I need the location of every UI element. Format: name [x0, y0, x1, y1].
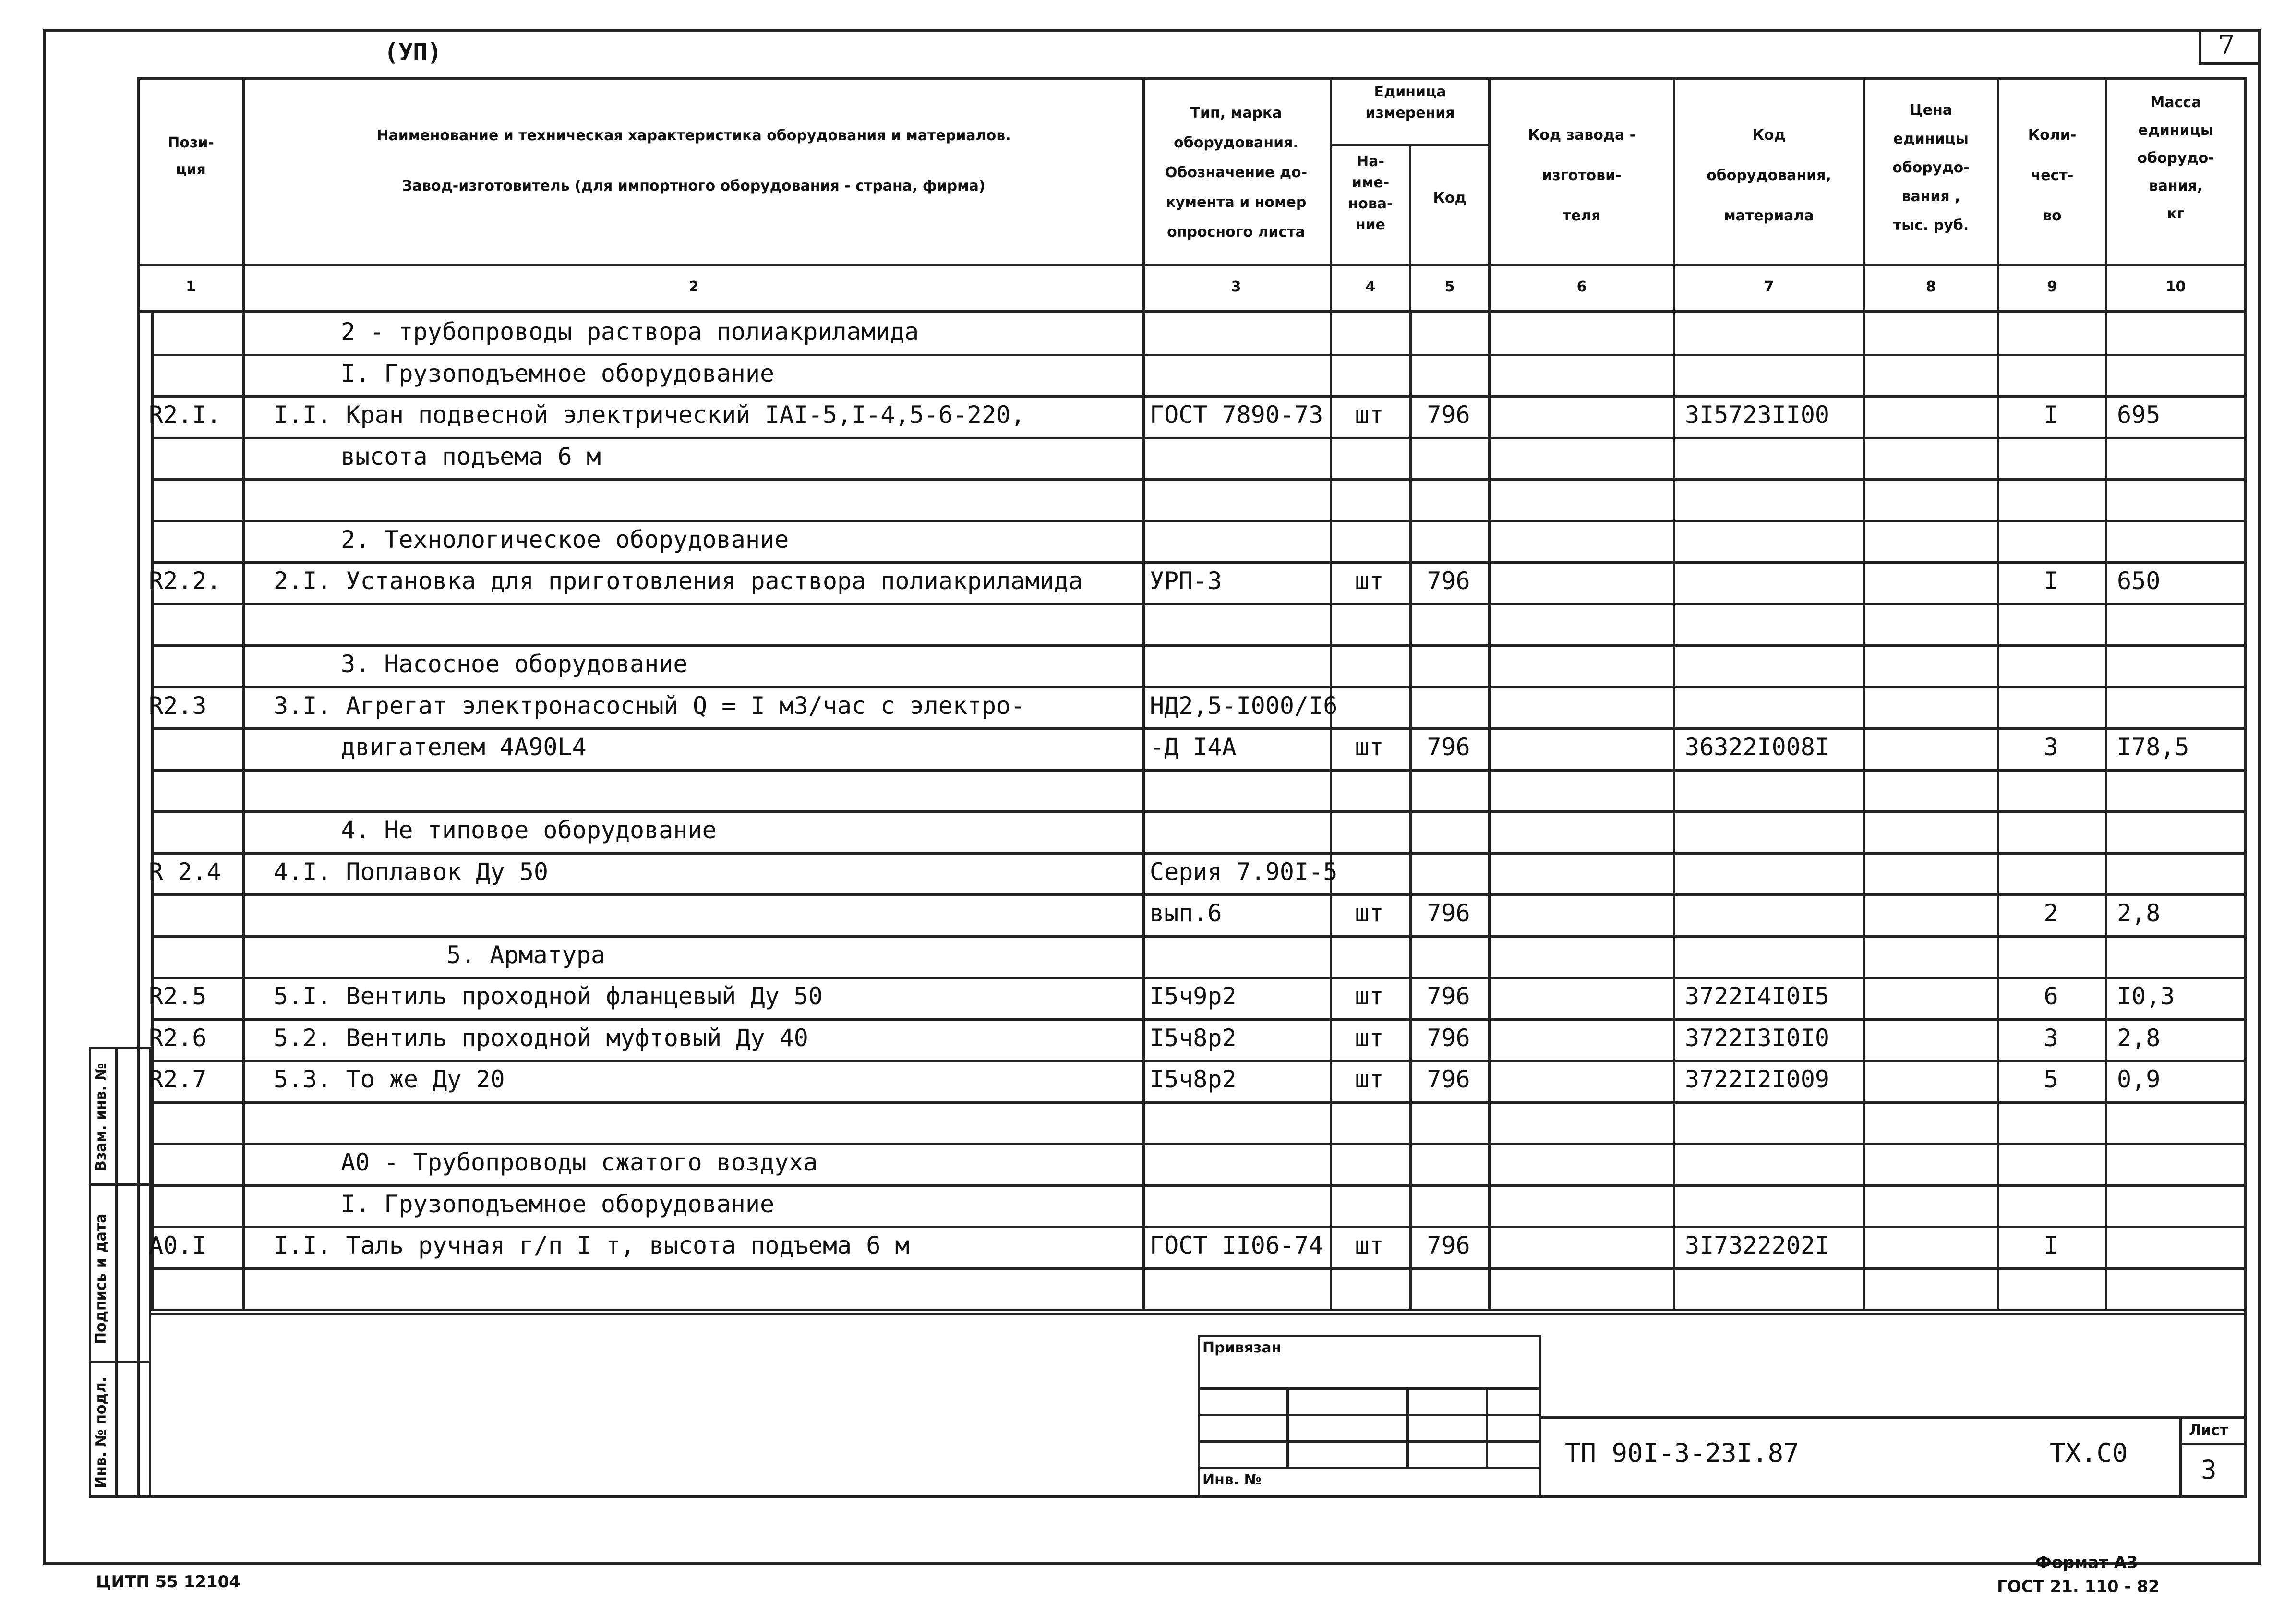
table-cell-name: 3.I. Агрегат электронасосный Q = I м3/час с электро-: [274, 691, 1025, 720]
table-cell-qty: 6: [2044, 982, 2058, 1010]
title-rule: [1198, 1467, 1541, 1469]
table-cell-pos: R2.7: [149, 1065, 207, 1093]
header-type: Тип, марка оборудования. Обозначение до- кумента и номер опросного листа: [1165, 105, 1308, 241]
header-unit-name: На- име- нова- ние: [1348, 153, 1393, 233]
table-cell-equip: 36322I008I: [1685, 733, 1830, 761]
table-cell-name: А0 - Трубопроводы сжатого воздуха: [341, 1148, 818, 1176]
table-cell-qty: 2: [2044, 899, 2058, 927]
row-rule: [151, 1309, 2247, 1311]
table-cell-type: вып.6: [1150, 899, 1222, 927]
table-cell-pos: R2.5: [149, 982, 207, 1010]
row-rule: [151, 561, 2247, 564]
table-cell-type: I5ч9р2: [1150, 982, 1237, 1010]
table-cell-mass: 650: [2117, 567, 2161, 595]
top-label: (УП): [384, 38, 442, 66]
title-rule: [1198, 1387, 1541, 1390]
title-col: [1486, 1387, 1488, 1467]
table-cell-name: I.I. Таль ручная г/п I т, высота подъема 6 м: [274, 1231, 910, 1259]
table-cell-pos: R2.3: [149, 691, 207, 720]
row-rule: [151, 603, 2247, 605]
table-cell-mass: I0,3: [2117, 982, 2175, 1010]
row-rule: [151, 520, 2247, 522]
row-rule: [151, 1143, 2247, 1145]
doc-number: ТП 90I-3-23I.87: [1565, 1438, 1799, 1468]
title-col: [1286, 1387, 1289, 1467]
table-cell-type: ГОСТ 7890-73: [1150, 401, 1323, 429]
colnum-10: 10: [2165, 278, 2186, 295]
table-cell-name: 2 - трубопроводы раствора полиакриламида: [341, 318, 919, 346]
table-cell-unit: шт: [1355, 1024, 1384, 1052]
row-rule: [151, 977, 2247, 979]
footer-code: ЦИТП 55 12104: [96, 1572, 240, 1592]
colnum-9: 9: [2047, 278, 2057, 295]
header-unit-code: Код: [1433, 190, 1467, 206]
header-position: Пози- ция: [168, 134, 214, 178]
table-cell-name: I. Грузоподъемное оборудование: [341, 359, 775, 387]
table-cell-mass: 695: [2117, 401, 2161, 429]
col-sep: [1863, 77, 1865, 310]
table-cell-pos: R2.I.: [149, 401, 221, 429]
col-sep: [242, 77, 245, 310]
col-sep: [1330, 77, 1332, 310]
table-cell-qty: I: [2044, 567, 2058, 595]
table-cell-unit: шт: [1355, 1065, 1384, 1093]
header-qty: Коли- чест- во: [2028, 127, 2077, 224]
col-sep: [1142, 77, 1145, 310]
col-sep: [2105, 77, 2107, 310]
side-stamp-sep: [89, 1183, 151, 1186]
table-cell-unit: шт: [1355, 401, 1384, 429]
sheet-box-rule: [2179, 1443, 2247, 1445]
table-cell-name: I.I. Кран подвесной электрический IAI-5,I-4,5-6-220,: [274, 401, 1025, 429]
table-cell-code: 796: [1427, 982, 1470, 1010]
table-cell-type: ГОСТ II06-74: [1150, 1231, 1323, 1259]
header-plant-code: Код завода - изготови- теля: [1527, 127, 1636, 224]
table-cell-type: -Д I4А: [1150, 733, 1237, 761]
table-cell-mass: I78,5: [2117, 733, 2189, 761]
table-cell-unit: шт: [1355, 733, 1384, 761]
row-rule: [151, 810, 2247, 813]
table-cell-name: 4.I. Поплавок Ду 50: [274, 857, 548, 886]
table-cell-unit: шт: [1355, 567, 1384, 595]
colnum-7: 7: [1764, 278, 1774, 295]
table-cell-code: 796: [1427, 567, 1470, 595]
header-mass: Масса единицы оборудо- вания, кг: [2137, 94, 2214, 222]
sheet-number: 3: [2201, 1455, 2217, 1485]
sheet-box-left: [2179, 1416, 2182, 1498]
row-rule: [151, 1101, 2247, 1104]
table-cell-code: 796: [1427, 401, 1470, 429]
table-cell-code: 796: [1427, 1024, 1470, 1052]
colnum-4: 4: [1365, 278, 1376, 295]
table-cell-code: 796: [1427, 1231, 1470, 1259]
table-cell-pos: R2.6: [149, 1024, 207, 1052]
table-cell-code: 796: [1427, 1065, 1470, 1093]
table-cell-type: I5ч8р2: [1150, 1024, 1237, 1052]
table-cell-name: 5.3. То же Ду 20: [274, 1065, 505, 1093]
table-cell-unit: шт: [1355, 1231, 1384, 1259]
table-cell-name: 5. Арматура: [446, 941, 606, 969]
table-cell-type: I5ч8р2: [1150, 1065, 1237, 1093]
col-sep: [1409, 144, 1411, 310]
table-cell-mass: 2,8: [2117, 1024, 2161, 1052]
body-bottom-rule: [151, 1313, 2247, 1315]
side-stamp-sep: [89, 1361, 151, 1363]
colnum-bottom-rule: [137, 310, 2247, 313]
table-cell-name: 5.I. Вентиль проходной фланцевый Ду 50: [274, 982, 823, 1010]
table-cell-type: УРП-3: [1150, 567, 1222, 595]
colnum-5: 5: [1444, 278, 1455, 295]
colnum-8: 8: [1926, 278, 1936, 295]
table-cell-pos: R 2.4: [149, 857, 221, 886]
table-cell-equip: 3722I2I009: [1685, 1065, 1830, 1093]
header-name-line2: Завод-изготовитель (для импортного оборудования - страна, фирма): [402, 178, 986, 194]
row-rule: [151, 893, 2247, 896]
table-cell-equip: 3722I4I0I5: [1685, 982, 1830, 1010]
table-cell-name: 3. Насосное оборудование: [341, 650, 688, 678]
col-sep: [1673, 77, 1675, 310]
table-cell-qty: I: [2044, 401, 2058, 429]
table-cell-qty: 5: [2044, 1065, 2058, 1093]
footer-format: Формат А3: [2035, 1553, 2138, 1572]
header-bottom-rule: [137, 264, 2247, 266]
colnum-3: 3: [1231, 278, 1241, 295]
row-rule: [151, 1267, 2247, 1270]
table-cell-pos: R2.2.: [149, 567, 221, 595]
table-cell-pos: А0.I: [149, 1231, 207, 1259]
row-rule: [151, 644, 2247, 647]
row-rule: [151, 1226, 2247, 1228]
table-cell-qty: 3: [2044, 733, 2058, 761]
colnum-6: 6: [1576, 278, 1587, 295]
row-rule: [151, 437, 2247, 439]
side-stamp-replace: Взам. инв. №: [93, 1063, 109, 1171]
side-stamp-sign: Подпись и дата: [93, 1213, 109, 1344]
row-rule: [151, 478, 2247, 481]
table-cell-name: 5.2. Вентиль проходной муфтовый Ду 40: [274, 1024, 808, 1052]
table-cell-code: 796: [1427, 899, 1470, 927]
header-unit-group: Единица измерения: [1365, 84, 1455, 121]
table-cell-code: 796: [1427, 733, 1470, 761]
side-stamp-sep: [115, 1047, 118, 1498]
table-cell-name: 2. Технологическое оборудование: [341, 525, 789, 554]
table-cell-qty: 3: [2044, 1024, 2058, 1052]
row-rule: [151, 852, 2247, 855]
colnum-2: 2: [688, 278, 699, 295]
table-cell-mass: 0,9: [2117, 1065, 2161, 1093]
row-rule: [151, 769, 2247, 772]
corner-divider: [2199, 29, 2201, 62]
title-main-rule: [1541, 1416, 2247, 1419]
table-cell-name: 4. Не типовое оборудование: [341, 816, 717, 844]
row-rule: [151, 1184, 2247, 1187]
side-stamp-inv: Инв. № подл.: [93, 1376, 109, 1488]
row-rule: [151, 686, 2247, 688]
table-cell-equip: 3I7322202I: [1685, 1231, 1830, 1259]
header-name-line1: Наименование и техническая характеристика оборудования и материалов.: [376, 127, 1011, 144]
table-cell-name: двигателем 4А90L4: [341, 733, 587, 761]
sheet-label: Лист: [2189, 1422, 2228, 1439]
table-cell-unit: шт: [1355, 982, 1384, 1010]
table-cell-type: НД2,5-I000/I6: [1150, 691, 1338, 720]
colnum-1: 1: [186, 278, 196, 295]
table-cell-type: Серия 7.90I-5: [1150, 857, 1338, 886]
row-rule: [151, 395, 2247, 398]
table-cell-name: I. Грузоподъемное оборудование: [341, 1190, 775, 1218]
table-cell-mass: 2,8: [2117, 899, 2161, 927]
row-rule: [151, 935, 2247, 938]
row-rule: [151, 1018, 2247, 1021]
title-col: [1406, 1387, 1409, 1467]
table-cell-equip: 3I5723II00: [1685, 401, 1830, 429]
row-rule: [151, 727, 2247, 730]
corner-divider-h: [2199, 62, 2261, 65]
table-cell-equip: 3722I3I0I0: [1685, 1024, 1830, 1052]
col-sep: [1488, 77, 1491, 310]
privyazan-label: Привязан: [1202, 1339, 1282, 1356]
col-sep: [1997, 77, 1999, 310]
row-rule: [151, 354, 2247, 356]
footer-gost: ГОСТ 21. 110 - 82: [1997, 1577, 2160, 1596]
table-cell-qty: I: [2044, 1231, 2058, 1259]
table-cell-unit: шт: [1355, 899, 1384, 927]
title-rule: [1198, 1414, 1541, 1416]
sheet-corner-number: 7: [2218, 30, 2235, 61]
row-rule: [151, 1060, 2247, 1062]
title-rule: [1198, 1440, 1541, 1443]
table-cell-name: высота подъема 6 м: [341, 442, 601, 470]
table-cell-name: 2.I. Установка для приготовления раствора полиакриламида: [274, 567, 1083, 595]
doc-mark: ТХ.С0: [2050, 1438, 2128, 1468]
inv-label: Инв. №: [1202, 1471, 1262, 1488]
header-price: Цена единицы оборудо- вания , тыс. руб.: [1892, 102, 1970, 234]
header-equip-code: Код оборудования, материала: [1707, 127, 1831, 224]
